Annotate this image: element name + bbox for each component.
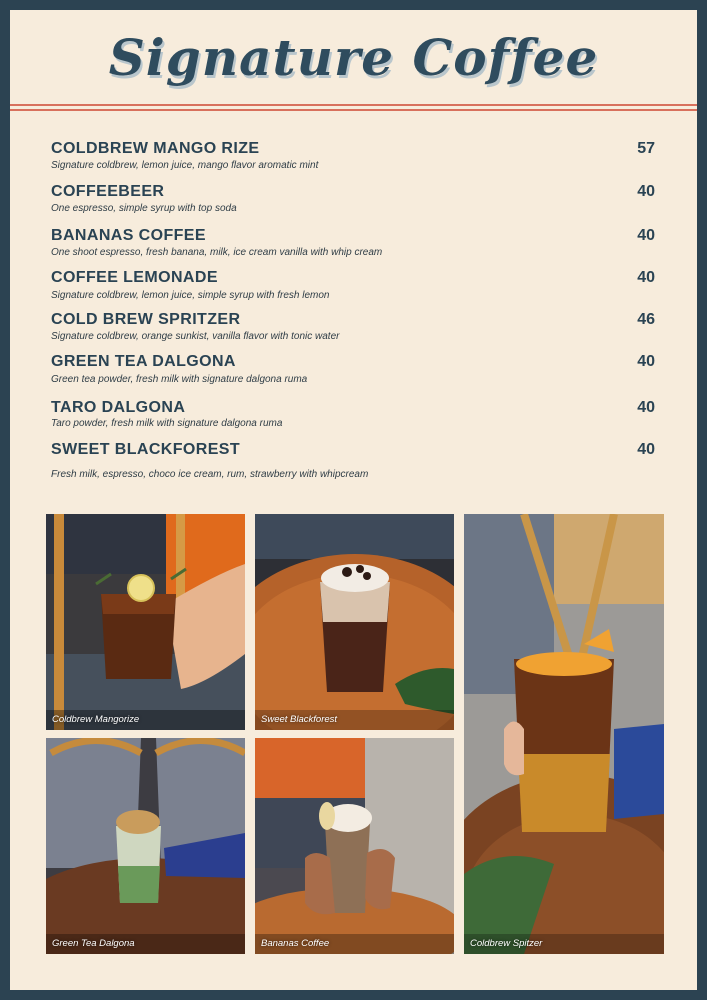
photo-sweet-blackforest <box>255 514 454 730</box>
photo-caption: Bananas Coffee <box>261 938 330 949</box>
item-description: One espresso, simple syrup with top soda <box>51 203 237 214</box>
photo-coldbrew-spitzer <box>464 514 664 954</box>
drink-photo-illustration <box>255 738 454 954</box>
item-price: 40 <box>637 183 655 200</box>
item-price: 46 <box>637 311 655 328</box>
item-price: 40 <box>637 227 655 244</box>
divider-line-top <box>10 104 697 106</box>
divider-line-bottom <box>10 109 697 111</box>
drink-photo-illustration <box>46 738 245 954</box>
item-name: GREEN TEA DALGONA <box>51 353 236 370</box>
drink-photo-illustration <box>255 514 454 730</box>
item-description: Fresh milk, espresso, choco ice cream, rum, strawberry with whipcream <box>51 469 369 480</box>
photo-green-tea-dalgona <box>46 738 245 954</box>
item-price: 40 <box>637 399 655 416</box>
item-name: BANANAS COFFEE <box>51 227 206 244</box>
item-name: COFFEE LEMONADE <box>51 269 218 286</box>
item-name: COLDBREW MANGO RIZE <box>51 140 260 157</box>
item-name: TARO DALGONA <box>51 399 186 416</box>
photo-caption: Green Tea Dalgona <box>52 938 135 949</box>
drink-photo-illustration <box>464 514 664 954</box>
item-description: Signature coldbrew, lemon juice, mango flavor aromatic mint <box>51 160 319 171</box>
item-name: SWEET BLACKFOREST <box>51 441 241 458</box>
item-description: One shoot espresso, fresh banana, milk, ice cream vanilla with whip cream <box>51 247 383 258</box>
photo-bananas-coffee <box>255 738 454 954</box>
photo-coldbrew-mangorize <box>46 514 245 730</box>
item-price: 40 <box>637 441 655 458</box>
photo-caption: Coldbrew Mangorize <box>52 714 140 725</box>
menu-page <box>10 10 697 990</box>
item-description: Signature coldbrew, lemon juice, simple syrup with fresh lemon <box>51 290 330 301</box>
item-price: 40 <box>637 269 655 286</box>
item-description: Green tea powder, fresh milk with signature dalgona ruma <box>51 374 308 385</box>
item-description: Taro powder, fresh milk with signature dalgona ruma <box>51 418 283 429</box>
photo-caption: Coldbrew Spitzer <box>470 938 543 949</box>
drink-photo-illustration <box>46 514 245 730</box>
photo-caption: Sweet Blackforest <box>261 714 338 725</box>
item-description: Signature coldbrew, orange sunkist, vanilla flavor with tonic water <box>51 331 340 342</box>
item-name: COFFEEBEER <box>51 183 165 200</box>
menu-title: Signature Coffee <box>108 28 599 87</box>
item-price: 57 <box>637 140 655 157</box>
item-price: 40 <box>637 353 655 370</box>
item-name: COLD BREW SPRITZER <box>51 311 241 328</box>
